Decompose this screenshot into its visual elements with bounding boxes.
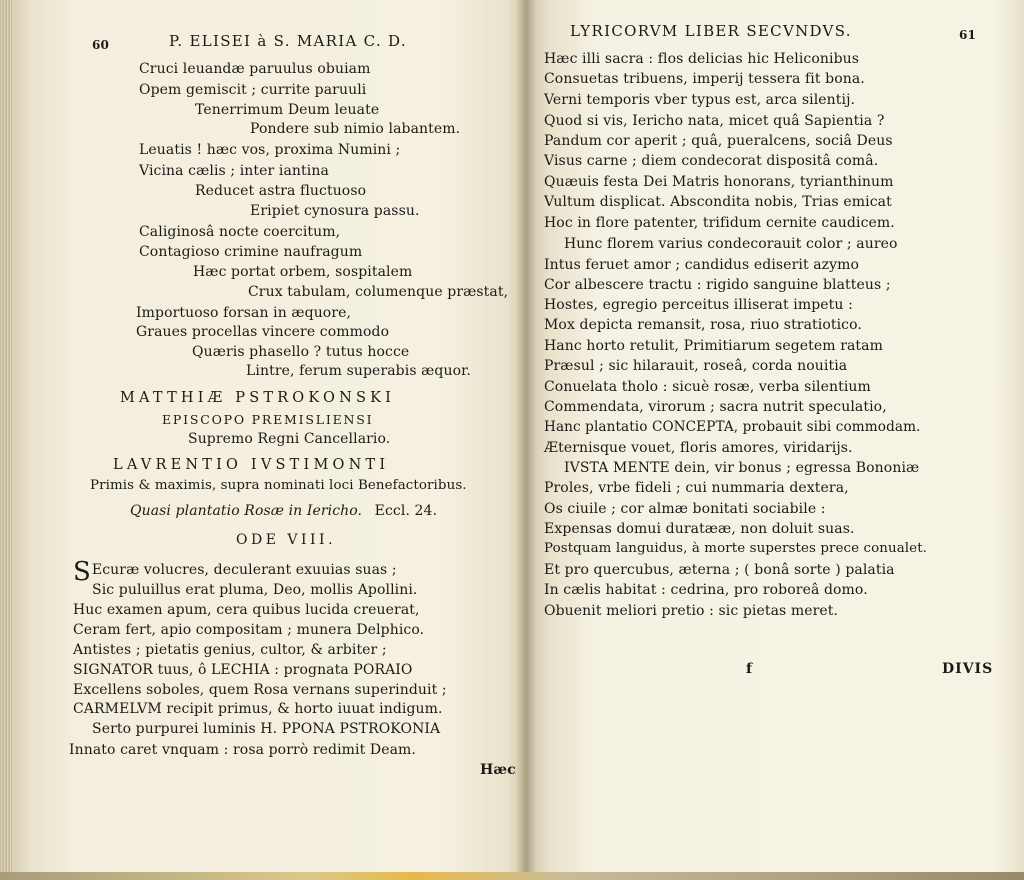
signature-mark: f — [746, 661, 753, 677]
page-edges — [0, 0, 12, 880]
ode-line: Serto purpurei luminis H. PPONA PSTROKONIA — [92, 721, 441, 737]
verse-line: Expensas domui duratææ, non doluit suas. — [544, 521, 855, 537]
poem-line: Vicina cælis ; inter iantina — [139, 163, 329, 179]
ode-line-text: Ecuræ volucres, deculerant exuuias suas ; — [91, 562, 397, 578]
poem-line: Pondere sub nimio labantem. — [250, 121, 461, 137]
right-page-number: 61 — [959, 28, 976, 42]
poem-line: Importuoso forsan in æquore, — [136, 305, 352, 321]
poem-line: Quæris phasello ? tutus hocce — [192, 344, 410, 360]
right-page — [526, 0, 1024, 872]
verse-line: Quod si vis, Iericho nata, micet quâ Sapientia ? — [544, 113, 885, 129]
verse-line: Proles, vrbe fideli ; cui nummaria dextera, — [544, 480, 849, 496]
poem-line: Leuatis ! hæc vos, proxima Numini ; — [139, 142, 401, 158]
verse-line: Æternisque vouet, floris amores, viridarijs. — [544, 440, 853, 456]
ode-title: ODE VIII. — [236, 532, 337, 548]
drop-cap: S — [73, 557, 91, 587]
poem-line: Cruci leuandæ paruulus obuiam — [139, 61, 371, 77]
left-page-number: 60 — [92, 38, 109, 52]
ode-line: Antistes ; pietatis genius, cultor, & arbiter ; — [73, 642, 387, 658]
dedication-1-office: Supremo Regni Cancellario. — [188, 431, 391, 447]
verse-line: Consuetas tribuens, imperij tessera fit bona. — [544, 71, 865, 87]
verse-line: Quæuis festa Dei Matris honorans, tyrianthinum — [544, 174, 894, 190]
poem-line: Hæc portat orbem, sospitalem — [193, 264, 413, 280]
book-gutter — [516, 0, 536, 872]
poem-line: Graues procellas vincere commodo — [136, 324, 390, 340]
verse-line: Commendata, virorum ; sacra nutrit speculatio, — [544, 399, 887, 415]
dedication-1-name: MATTHIÆ PSTROKONSKI — [120, 390, 396, 406]
verse-line: Verni temporis vber typus est, arca silentij. — [544, 92, 856, 108]
left-running-head: P. ELISEI à S. MARIA C. D. — [169, 32, 407, 50]
poem-line: Contagioso crimine naufragum — [139, 244, 363, 260]
verse-line: Conuelata tholo : sicuè rosæ, verba silentium — [544, 379, 871, 395]
verse-line: IVSTA MENTE dein, vir bonus ; egressa Bononiæ — [564, 460, 920, 476]
verse-line: Cor albescere tractu : rigido sanguine blatteus ; — [544, 277, 891, 293]
poem-line: Eripiet cynosura passu. — [250, 203, 420, 219]
verse-line: Obuenit meliori pretio : sic pietas meret. — [544, 603, 839, 619]
dedication-2-name: LAVRENTIO IVSTIMONTI — [113, 457, 390, 473]
verse-line: Vultum displicat. Abscondita nobis, Trias emicat — [544, 194, 892, 210]
bottom-edge — [0, 872, 1024, 880]
verse-line: Hanc horto retulit, Primitiarum segetem ratam — [544, 338, 883, 354]
dedication-2-text: Primis & maximis, supra nominati loci Benefactoribus. — [90, 478, 467, 493]
verse-line: Intus feruet amor ; candidus ediserit azymo — [544, 257, 860, 273]
verse-line: Os ciuile ; cor almæ bonitati sociabile : — [544, 501, 826, 517]
verse-line: Hæc illi sacra : flos delicias hic Heliconibus — [544, 51, 860, 67]
right-running-head: LYRICORVM LIBER SECVNDVS. — [570, 22, 852, 40]
poem-line: Caliginosâ nocte coercitum, — [139, 224, 341, 240]
verse-line: Hunc florem varius condecorauit color ; aureo — [564, 236, 898, 252]
ode-line: Sic puluillus erat pluma, Deo, mollis Apollini. — [92, 582, 418, 598]
ode-line: Innato caret vnquam : rosa porrò redimit Deam. — [69, 742, 416, 758]
ode-line: Excellens soboles, quem Rosa vernans superinduit ; — [73, 682, 447, 698]
verse-line: Hoc in flore patenter, trifidum cernite caudicem. — [544, 215, 895, 231]
verse-line: Præsul ; sic hilarauit, roseâ, corda nouitia — [544, 358, 848, 374]
poem-line: Reducet astra fluctuoso — [195, 183, 367, 199]
verse-line: Pandum cor aperit ; quâ, pueralcens, sociâ Deus — [544, 133, 893, 149]
left-page — [12, 0, 526, 872]
ode-line: CARMELVM recipit primus, & horto iuuat indigum. — [73, 701, 443, 717]
poem-line: Lintre, ferum superabis æquor. — [246, 363, 471, 379]
verse-line: Et pro quercubus, æterna ; ( bonâ sorte ) palatia — [544, 562, 895, 578]
ode-line: Huc examen apum, cera quibus lucida creuerat, — [73, 602, 420, 618]
poem-line: Crux tabulam, columenque præstat, — [248, 284, 509, 300]
verse-line: Visus carne ; diem condecorat dispositâ comâ. — [544, 153, 879, 169]
poem-line: Opem gemiscit ; currite paruuli — [139, 82, 367, 98]
poem-line: Tenerrimum Deum leuate — [195, 102, 380, 118]
epigraph-reference: Eccl. 24. — [374, 503, 438, 519]
epigraph — [130, 502, 437, 520]
epigraph-text: Quasi plantatio Rosæ in Iericho. — [130, 503, 363, 519]
verse-line: Hanc plantatio CONCEPTA, probauit sibi commodam. — [544, 419, 921, 435]
verse-line: In cælis habitat : cedrina, pro roboreâ domo. — [544, 582, 868, 598]
ode-line: Ceram fert, apio compositam ; munera Delphico. — [73, 622, 425, 638]
left-catchword: Hæc — [480, 762, 516, 778]
dedication-1-title: EPISCOPO PREMISLIENSI — [162, 412, 374, 427]
verse-line: Hostes, egregio perceitus illiserat impetu : — [544, 297, 853, 313]
right-catchword: DIVIS — [942, 661, 994, 677]
ode-line: SIGNATOR tuus, ô LECHIA : prognata PORAIO — [73, 662, 413, 678]
verse-line: Mox depicta remansit, rosa, riuo stratiotico. — [544, 317, 862, 333]
verse-line: Postquam languidus, à morte superstes prece conualet. — [544, 541, 928, 556]
